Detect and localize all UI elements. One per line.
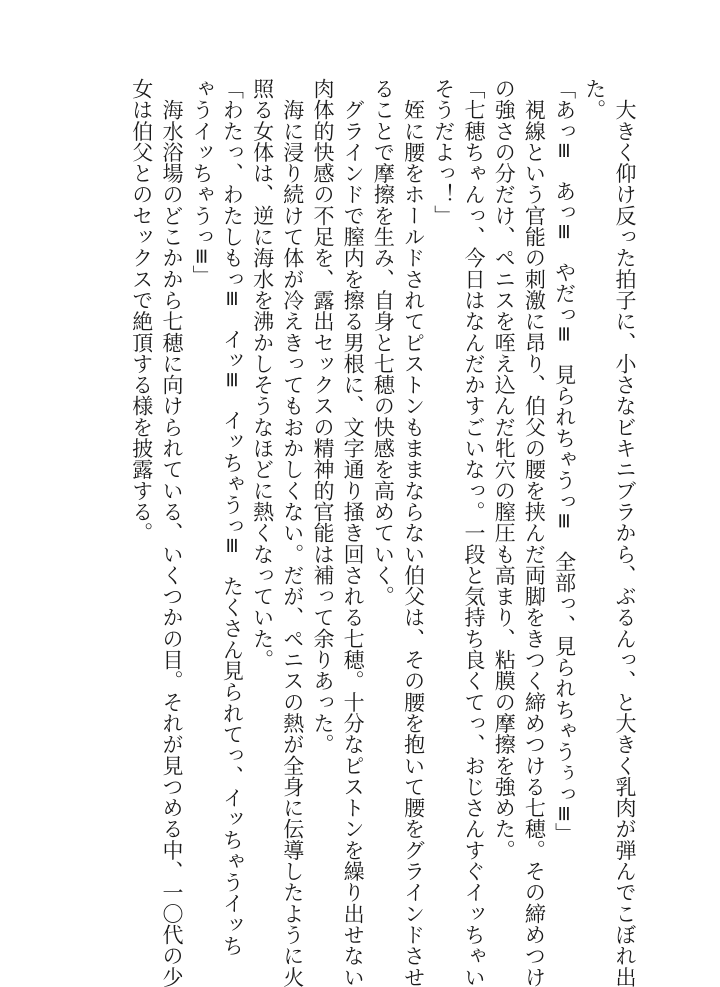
text-column-15: ゃうイッちゃうっ≡」 <box>190 78 215 287</box>
text-column-1: 大きく仰け反った拍子に、小さなビキニブラから、ぶるんっ、と大きく乳肉が弾んでこぼれ出 <box>613 78 637 987</box>
text-column-5: の強さの分だけ、ペニスを咥え込んだ牝穴の膣圧も高まり、粘膜の摩擦を強めた。 <box>492 78 517 861</box>
text-column-10: グラインドで膣内を擦る男根に、文字通り掻き回される七穂。十分なピストンを繰り出せない <box>341 78 366 987</box>
text-column-16: 海水浴場のどこかから七穂に向けられている、いくつかの目。それが見つめる中、一〇代の少 <box>159 78 184 987</box>
text-column-3: 「あっ≡ あっ≡ やだっ≡ 見られちゃうっ≡ 全部っ、見られちゃうぅっ≡」 <box>552 78 577 844</box>
text-column-9: ることで摩擦を生み、自身と七穂の快感を高めていく。 <box>371 78 396 607</box>
text-column-4: 視線という官能の刺激に昂り、伯父の腰を挟んだ両脚をきつく締めつける七穂。その締めつけ <box>522 78 547 987</box>
text-column-17: 女は伯父とのセックスで絶頂する様を披露する。 <box>129 78 154 544</box>
text-column-13: 照る女体は、逆に海水を沸かしそうなほどに熱くなっていた。 <box>250 78 275 671</box>
text-column-8: 姪に腰をホールドされてピストンもままならない伯父は、その腰を抱いて腰をグラインドさせ <box>401 78 426 987</box>
text-column-12: 海に浸り続けて体が冷えきってもおかしくない。だが、ペニスの熱が全身に伝導したように火 <box>280 78 305 987</box>
vertical-text-body <box>127 78 640 987</box>
text-column-7: そうだよっ！」 <box>431 78 456 227</box>
text-column-6: 「七穂ちゃんっ、今日はなんだかすごいなっ。一段と気持ち良くてっ、おじさんすぐイッちゃい <box>461 78 486 987</box>
text-column-11: 肉体的快感の不足を、露出セックスの精神的官能は補って余りあった。 <box>310 78 335 755</box>
text-column-2: た。 <box>582 78 607 121</box>
text-column-14: 「わたっ、わたしもっ≡ イッ≡ イッちゃうっ≡ たくさん見られてっ、イッちゃうイッち <box>220 78 245 957</box>
